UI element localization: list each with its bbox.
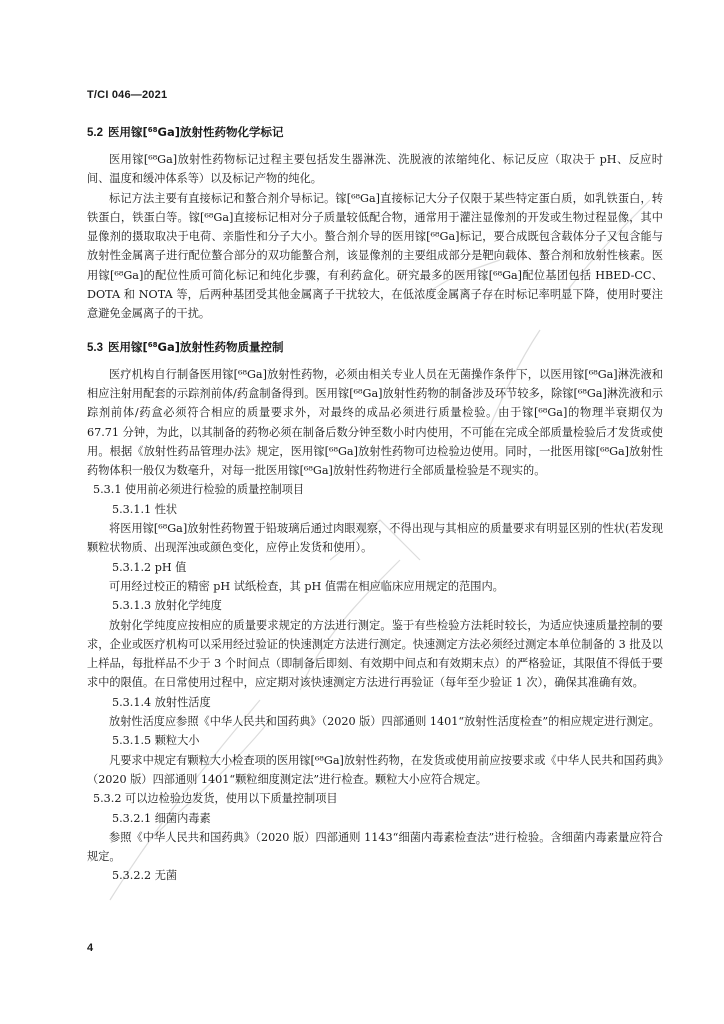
standard-code: T/CI 046—2021	[87, 89, 168, 101]
section-title-part-b: Ga]放射性药物化学标记	[157, 125, 284, 139]
paragraph: 医疗机构自行制备医用镓[⁶⁸Ga]放射性药物，必须由相关专业人员在无菌操作条件下，以医用镓[⁶⁸Ga]淋洗液和相应注射用配套的示踪剂前体/药盒制备得到。医用镓[⁶⁸Ga]放射性药物的制备涉及环节较多，除镓[⁶⁸Ga]淋洗液和示踪剂前体/药盒必须符合相应的质量要求外，对最终的成品必须进行质量检验。由于镓[⁶⁸Ga]的物理半衰期仅为 67.71 分钟，为此，以其制备的药物必须在制备后数分钟至数小时内使用，不可能在完成全部质量检验后才发货或使用。根据《放射性药品管理办法》规定，医用镓[⁶⁸Ga]放射性药物可边检验边使用。同时，一批医用镓[⁶⁸Ga]放射性药物体积一般仅为数毫升，对每一批医用镓[⁶⁸Ga]放射性药物进行全部质量检验是不现实的。	[87, 367, 663, 478]
clause-heading: 5.3.1.5 颗粒大小	[112, 734, 200, 748]
main-content	[87, 124, 663, 886]
isotope-mass-number: 68	[147, 126, 158, 134]
paragraph: 将医用镓[⁶⁸Ga]放射性药物置于铅玻璃后通过肉眼观察，不得出现与其相应的质量要求有明显区别的性状(若发现颗粒状物质、出现浑浊或颜色变化，应停止发货和使用）。	[87, 522, 663, 555]
section-title-part-a: 医用镓[	[108, 125, 148, 139]
clause-heading: 5.3.1.4 放射性活度	[112, 695, 211, 709]
paragraph: 可用经过校正的精密 pH 试纸检查，其 pH 值需在相应临床应用规定的范围内。	[109, 579, 504, 593]
paragraph: 医用镓[⁶⁸Ga]放射性药物标记过程主要包括发生器淋洗、洗脱液的浓缩纯化、标记反应（取决于 pH、反应时间、温度和缓冲体系等）以及标记产物的纯化。	[87, 153, 663, 186]
clause-heading: 5.3.1.3 放射化学纯度	[112, 599, 222, 613]
clause-heading: 5.3.1.2 pH 值	[112, 560, 187, 574]
section-number: 5.3	[87, 341, 103, 354]
paragraph: 放射性活度应参照《中华人民共和国药典》（2020 版）四部通则 1401“放射性活度检查”的相应规定进行测定。	[109, 715, 660, 729]
section-heading-5-3	[87, 339, 663, 356]
subsection-heading: 5.3.1 使用前必须进行检验的质量控制项目	[93, 483, 305, 497]
paragraph: 凡要求中规定有颗粒大小检查项的医用镓[⁶⁸Ga]放射性药物，在发货或使用前应按要求或《中华人民共和国药典》（2020 版）四部通则 1401“颗粒细度测定法”进行检查。颗粒大小应符合规定。	[87, 753, 663, 786]
subsection-heading: 5.3.2 可以边检验边发货，使用以下质量控制项目	[93, 792, 338, 806]
page-number: 4	[87, 942, 94, 954]
clause-heading: 5.3.2.2 无菌	[112, 869, 178, 883]
section-heading-5-2	[87, 124, 663, 141]
paragraph: 标记方法主要有直接标记和螯合剂介导标记。镓[⁶⁸Ga]直接标记大分子仅限于某些特定蛋白质，如乳铁蛋白，转铁蛋白，铁蛋白等。镓[⁶⁸Ga]直接标记相对分子质量较低配合物，通常用于灌注显像剂的开发或生物过程显像，其中显像剂的摄取取决于电荷、亲脂性和分子大小。螯合剂介导的医用镓[⁶⁸Ga]标记，要合成既包含载体分子又包含能与放射性金属离子进行配位螯合部分的双功能螯合剂，该显像剂的主要组成部分是靶向载体、螯合剂和放射性核素。医用镓[⁶⁸Ga]的配位性质可简化标记和纯化步骤，有利药盒化。研究最多的医用镓[⁶⁸Ga]配位基团包括 HBED-CC、DOTA 和 NOTA 等，后两种基团受其他金属离子干扰较大，在低浓度金属离子存在时标记率明显下降，使用时要注意避免金属离子的干扰。	[87, 191, 663, 321]
section-title-part-b: Ga]放射性药物质量控制	[157, 339, 284, 354]
section-number: 5.2	[87, 127, 103, 139]
section-title-part-a: 医用镓[	[108, 339, 148, 354]
clause-heading: 5.3.1.1 性状	[112, 502, 178, 516]
isotope-mass-number: 68	[147, 340, 158, 349]
paragraph: 参照《中华人民共和国药典》（2020 版）四部通则 1143“细菌内毒素检查法”进行检验。含细菌内毒素量应符合规定。	[87, 830, 663, 864]
clause-heading: 5.3.2.1 细菌内毒素	[112, 811, 211, 825]
paragraph: 放射化学纯度应按相应的质量要求规定的方法进行测定。鉴于有些检验方法耗时较长，为适应快速质量控制的要求，企业或医疗机构可以采用经过验证的快速测定方法进行测定。快速测定方法必须经过测定本单位制备的 3 批及以上样品，每批样品不少于 3 个时间点（即制备后即刻、有效期中间点和有效期末点）的严格验证，其限值不得低于要求中的限值。在日常使用过程中，应定期对该快速测定方法进行再验证（每年至少验证 1 次），确保其准确有效。	[87, 618, 663, 690]
